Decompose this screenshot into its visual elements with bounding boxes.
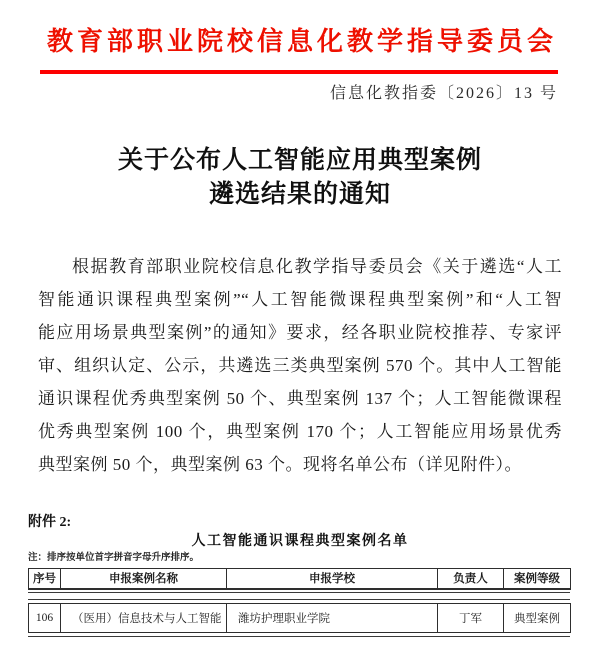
header-seq-no: 序号	[29, 569, 61, 589]
notice-title-line-1: 关于公布人工智能应用典型案例	[117, 147, 482, 174]
case-table-row-fragment	[28, 603, 571, 633]
notice-body	[0, 250, 600, 481]
table-row	[29, 603, 571, 632]
body-line: 能应用场景典型案例”的通知》要求，经各职业院校推荐、专家评	[38, 323, 562, 342]
body-line: 审、组织认定、公示，共遴选三类典型案例 570 个。其中人工智能	[38, 356, 562, 375]
document-number: 信息化教指委〔2026〕13 号	[329, 85, 558, 102]
case-table-header	[28, 568, 571, 590]
header-case-level: 案例等级	[504, 569, 571, 589]
header-case-name: 申报案例名称	[61, 569, 227, 589]
header-leader: 负责人	[438, 569, 504, 589]
letterhead-red-rule	[40, 70, 558, 74]
cropped-row-sliver	[28, 599, 570, 600]
header-school: 申报学校	[227, 569, 438, 589]
appendix-table-title: 人工智能通识课程典型案例名单	[191, 534, 409, 549]
body-line: 优秀典型案例 100 个，典型案例 170 个；人工智能应用场景优秀	[38, 422, 562, 441]
notice-title	[0, 144, 600, 212]
body-line: 典型案例 50 个，典型案例 63 个。现将名单公布（详见附件）。	[38, 455, 522, 474]
cropped-row-sliver	[28, 636, 570, 637]
body-line: 智能通识课程典型案例”“人工智能微课程典型案例”和“人工智	[38, 290, 562, 309]
agency-letterhead-title: 教育部职业院校信息化教学指导委员会	[46, 26, 557, 56]
body-line: 根据教育部职业院校信息化教学指导委员会《关于遴选“人工	[72, 257, 562, 276]
cell-seq-no: 106	[29, 603, 61, 632]
cropped-row-sliver	[28, 592, 570, 593]
cell-school: 潍坊护理职业学院	[227, 603, 438, 632]
body-line: 通识课程优秀典型案例 50 个、典型案例 137 个；人工智能微课程	[38, 389, 562, 408]
cell-case-level: 典型案例	[504, 603, 571, 632]
table-header-row	[29, 569, 571, 589]
sort-order-note: 注：排序按单位首字拼音字母升序排序。	[28, 553, 200, 563]
attachment-label: 附件 2:	[28, 515, 72, 530]
cell-case-name: （医用）信息技术与人工智能	[61, 603, 227, 632]
notice-title-line-2: 遴选结果的通知	[208, 181, 391, 208]
cell-leader: 丁军	[438, 603, 504, 632]
